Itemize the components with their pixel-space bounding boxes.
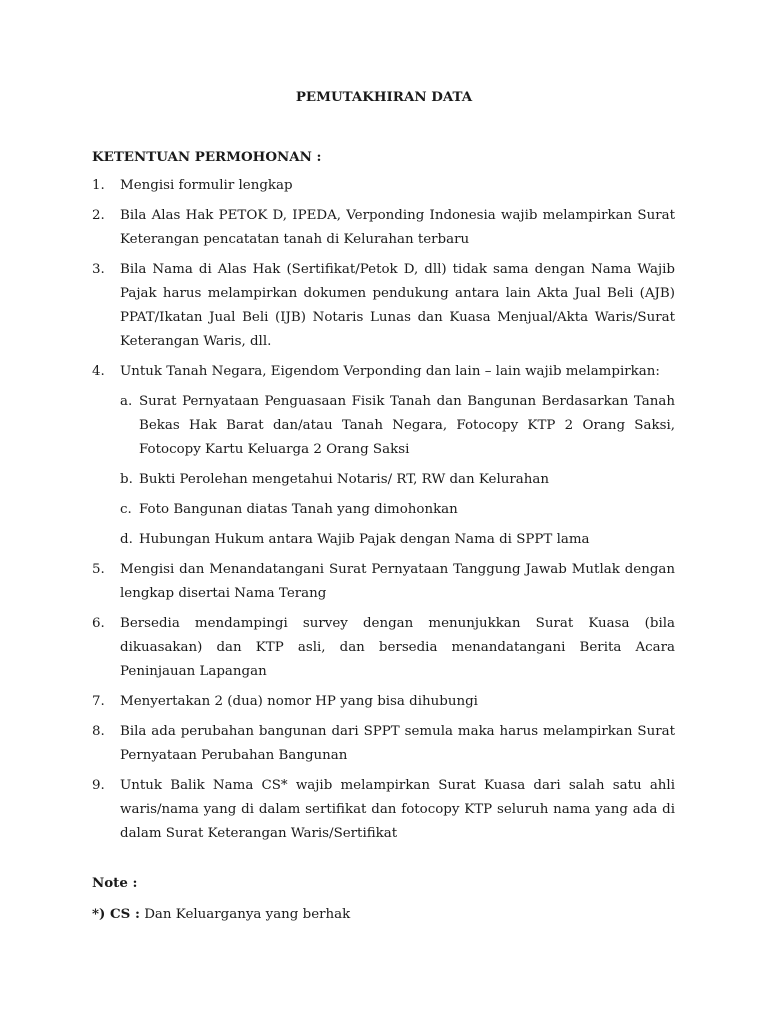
document-title: PEMUTAKHIRAN DATA bbox=[295, 89, 473, 105]
item-number: 3. bbox=[92, 262, 105, 277]
item-number: 6. bbox=[92, 616, 105, 631]
list-item bbox=[92, 204, 675, 252]
item-text: Mengisi formulir lengkap bbox=[120, 178, 293, 193]
sub-item-text: Bukti Perolehan mengetahui Notaris/ RT, RW dan Kelurahan bbox=[139, 472, 550, 487]
item-text: Untuk Balik Nama CS* wajib melampirkan Surat Kuasa dari salah satu ahli waris/nama yang di dalam sertifikat dan fotocopy KTP seluruh nama yang ada di dalam Surat Keterangan Waris/Sertifikat bbox=[120, 778, 675, 841]
sub-item-label: a. bbox=[120, 394, 133, 409]
item-text: Bila Nama di Alas Hak (Sertifikat/Petok D, dll) tidak sama dengan Nama Wajib Pajak harus melampirkan dokumen pendukung antara lain Akta Jual Beli (AJB) PPAT/Ikatan Jual Beli (IJB) Notaris Lunas dan Kuasa Menjual/Akta Waris/Surat Keterangan Waris, dll. bbox=[120, 262, 675, 349]
sub-item-label: d. bbox=[120, 532, 133, 547]
item-number: 9. bbox=[92, 778, 105, 793]
sub-list-item bbox=[120, 528, 675, 552]
note-heading: Note : bbox=[92, 875, 138, 891]
sub-item-text: Surat Pernyataan Penguasaan Fisik Tanah dan Bangunan Berdasarkan Tanah Bekas Hak Barat dan/atau Tanah Negara, Fotocopy KTP 2 Orang Saksi, Fotocopy Kartu Keluarga 2 Orang Saksi bbox=[139, 394, 675, 457]
note-line bbox=[92, 903, 350, 926]
item-number: 2. bbox=[92, 208, 105, 223]
item-text: Bila Alas Hak PETOK D, IPEDA, Verponding Indonesia wajib melampirkan Surat Keterangan pencatatan tanah di Kelurahan terbaru bbox=[120, 208, 675, 247]
list-item bbox=[92, 360, 675, 552]
sub-item-text: Foto Bangunan diatas Tanah yang dimohonkan bbox=[139, 502, 458, 517]
sub-item-label: b. bbox=[120, 472, 133, 487]
list-item bbox=[92, 612, 675, 684]
sub-list bbox=[120, 390, 675, 552]
list-item bbox=[92, 690, 675, 714]
list-item bbox=[92, 258, 675, 354]
section-heading: KETENTUAN PERMOHONAN : bbox=[92, 149, 322, 165]
sub-item-text: Hubungan Hukum antara Wajib Pajak dengan Nama di SPPT lama bbox=[139, 532, 590, 547]
list-item bbox=[92, 558, 675, 606]
item-text: Bersedia mendampingi survey dengan menunjukkan Surat Kuasa (bila dikuasakan) dan KTP asli, dan bersedia menandatangani Berita Acara Peninjauan Lapangan bbox=[120, 616, 675, 679]
note-value: Dan Keluarganya yang berhak bbox=[139, 907, 351, 922]
item-text: Menyertakan 2 (dua) nomor HP yang bisa dihubungi bbox=[120, 694, 478, 709]
sub-list-item bbox=[120, 390, 675, 462]
sub-list-item bbox=[120, 498, 675, 522]
item-number: 1. bbox=[92, 178, 105, 193]
item-text: Mengisi dan Menandatangani Surat Pernyataan Tanggung Jawab Mutlak dengan lengkap disertai Nama Terang bbox=[120, 562, 675, 601]
item-number: 5. bbox=[92, 562, 105, 577]
item-text: Bila ada perubahan bangunan dari SPPT semula maka harus melampirkan Surat Pernyataan Perubahan Bangunan bbox=[120, 724, 675, 763]
item-text: Untuk Tanah Negara, Eigendom Verponding dan lain – lain wajib melampirkan: bbox=[120, 364, 660, 379]
note-key: *) CS : bbox=[92, 906, 140, 922]
requirements-list bbox=[92, 174, 675, 852]
list-item bbox=[92, 774, 675, 846]
item-number: 7. bbox=[92, 694, 105, 709]
list-item bbox=[92, 174, 675, 198]
sub-list-item bbox=[120, 468, 675, 492]
list-item bbox=[92, 720, 675, 768]
item-number: 4. bbox=[92, 364, 105, 379]
item-number: 8. bbox=[92, 724, 105, 739]
sub-item-label: c. bbox=[120, 502, 132, 517]
